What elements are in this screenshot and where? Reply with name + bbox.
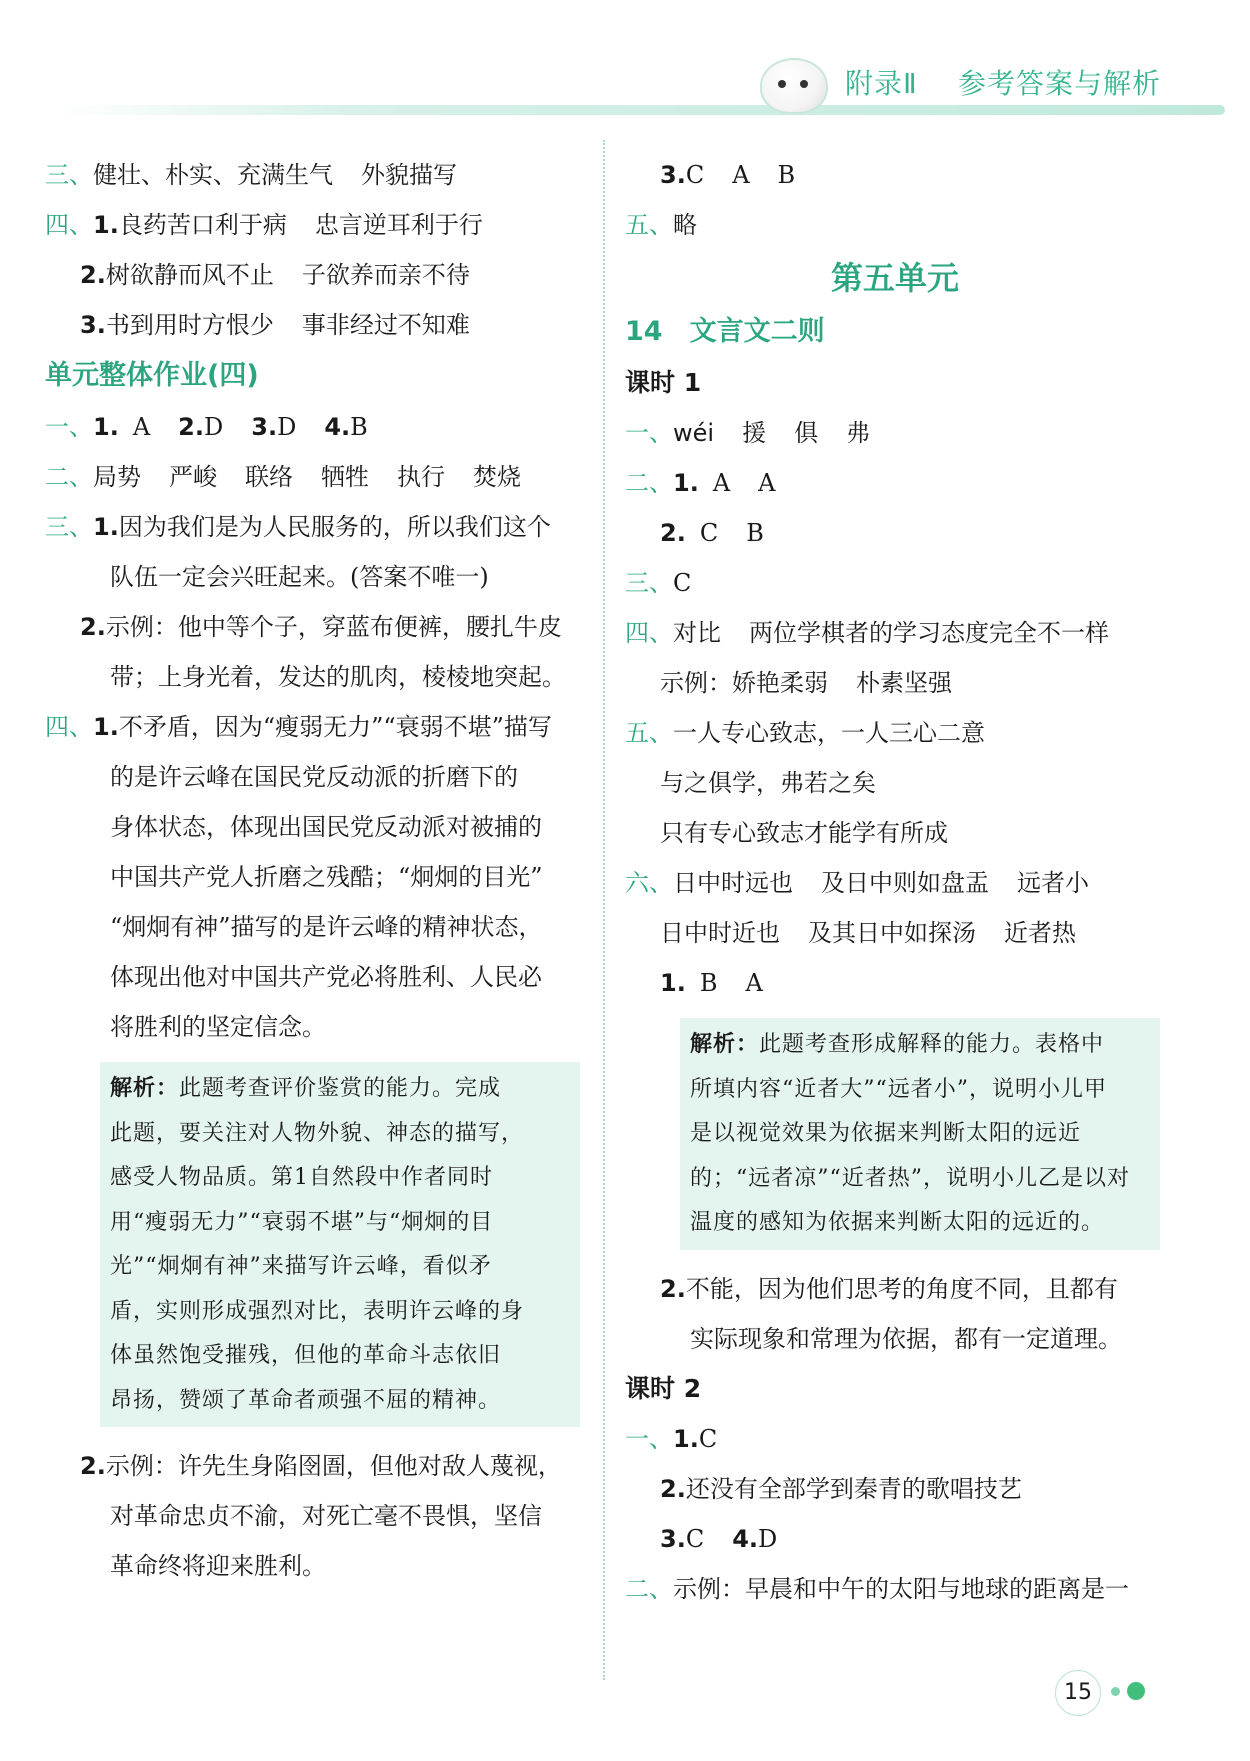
header-band [55,105,1225,115]
answer-text: 革命终将迎来胜利。 [110,1552,326,1580]
item-number: 1. [660,969,686,997]
answer-text: 略 [673,211,697,239]
analysis-line: 光”“炯炯有神”来描写许云峰，看似矛 [110,1254,492,1279]
answer-line [45,1441,580,1491]
answer-line [45,1541,580,1591]
analysis-line: 用“瘦弱无力”“衰弱不堪”与“炯炯的目 [110,1209,494,1235]
answer-text: 队伍一定会兴旺起来。(答案不唯一) [110,563,489,591]
analysis-box [680,1018,1160,1250]
answer-text: 体现出他对中国共产党必将胜利、人民必 [110,963,542,991]
answer-line [625,1464,1165,1514]
answer-text: 近者热 [1004,919,1076,947]
answer-text: 还没有全部学到秦青的歌唱技艺 [685,1474,1022,1503]
answer-line [45,952,580,1002]
left-column [45,150,580,1591]
answer-text: A [732,161,750,189]
answer-text: 牺牲 [321,463,369,491]
answer-line [45,1491,580,1541]
answer-text: 子欲养而亲不待 [301,261,470,289]
item-number: 2. [178,413,204,441]
answer-text: B [350,413,368,441]
section-mark: 五、 [625,211,673,239]
answer-line [625,408,1165,458]
answer-text: 焚烧 [473,463,521,491]
answer-line [625,1314,1165,1364]
answer-text: C [685,161,705,189]
unit-title: 第五单元 [830,259,959,297]
analysis-line: 的；“远者凉”“近者热”，说明小儿乙是以对 [690,1165,1130,1191]
answer-text: 日中时远也 [673,869,793,897]
answer-text: 只有专心致志才能学有所成 [660,819,948,847]
answer-text: 忠言逆耳利于行 [314,211,483,239]
item-number: 2. [660,1474,686,1503]
analysis-label: 解析： [690,1031,760,1057]
analysis-line: 是以视觉效果为依据来判断太阳的远近 [690,1121,1082,1146]
analysis-line [110,1066,570,1112]
answer-text: 对革命忠贞不渝，对死亡毫不畏惧，坚信 [110,1502,542,1530]
answer-line [625,758,1165,808]
answer-text: 示例：早晨和中午的太阳与地球的距离是一 [673,1574,1129,1603]
answer-line [625,1514,1165,1564]
answer-line [45,802,580,852]
answer-line [45,552,580,602]
answer-text: 中国共产党人折磨之残酷；“炯炯的目光” [110,863,543,891]
answer-line [625,608,1165,658]
answer-text: 树欲静而风不止 [105,261,274,289]
answer-line [45,200,580,250]
answer-text: 带；上身光着，发达的肌肉，棱棱地突起。 [110,663,566,691]
section-mark: 四、 [625,619,673,647]
answer-line [45,652,580,702]
answer-line [45,902,580,952]
answer-text: 援 [742,419,767,447]
item-number: 2. [660,519,686,547]
answer-text: 对比 [673,619,721,647]
answer-line [45,852,580,902]
answer-text: 外貌描写 [361,161,457,189]
answer-text: C [685,1524,705,1553]
analysis-line: 体虽然饱受摧残，但他的革命斗志依旧 [110,1343,502,1368]
answer-text: 俱 [794,419,819,447]
analysis-line: 昂扬，赞颂了革命者顽强不屈的精神。 [110,1387,502,1413]
item-number: 1. [93,513,119,541]
answer-text: 良药苦口利于病 [118,211,287,239]
answer-line [625,1414,1165,1464]
answer-text: 弗 [846,419,871,447]
answer-text: 身体状态，体现出国民党反动派对被捕的 [110,813,542,841]
answer-text: B [777,161,796,189]
answer-text: D [204,413,224,441]
section-mark: 三、 [45,161,93,189]
page-header [0,0,1250,130]
answer-text: 不能，因为他们思考的角度不同，且都有 [685,1274,1118,1303]
answer-line [625,558,1165,608]
item-number: 2. [660,1274,686,1303]
analysis-line: 感受人物品质。第1自然段中作者同时 [110,1165,493,1190]
item-number: 2. [80,613,106,641]
section-mark: 五、 [625,719,673,747]
analysis-text: 此题考查评价鉴赏的能力。完成 [179,1076,502,1101]
answer-text: C [673,569,692,597]
answer-text: 书到用时方恨少 [105,311,274,339]
answer-text: 将胜利的坚定信念。 [110,1013,326,1041]
item-number: 3. [80,311,106,339]
answer-text: 及日中则如盘盂 [821,869,989,897]
section-mark: 一、 [625,1424,673,1453]
lesson-title: 14 文言文二则 [625,316,825,347]
appendix-label: 附录Ⅱ [845,67,918,100]
answer-text: 健壮、朴实、充满生气 [93,161,333,189]
answer-line [45,752,580,802]
answer-text: 联络 [245,463,293,491]
analysis-text: 此题考查形成解释的能力。表格中 [759,1032,1105,1057]
answer-text: A [712,469,731,497]
answer-line [45,702,580,752]
section-mark: 三、 [45,513,93,541]
item-number: 1. [673,1424,699,1453]
answer-text: 局势 [93,463,141,491]
answer-text: D [277,413,297,441]
section-mark: 四、 [45,713,93,741]
section-mark: 二、 [625,1574,673,1603]
column-divider [603,140,605,1680]
answer-line [625,1564,1165,1614]
answer-text: 朴素坚强 [856,669,952,697]
analysis-box [100,1062,580,1427]
answer-text: “炯炯有神”描写的是许云峰的精神状态， [110,913,543,941]
answer-line [625,150,1165,200]
item-number: 3. [660,161,686,189]
answer-text: 因为我们是为人民服务的，所以我们这个 [118,513,551,541]
answer-text: 日中时近也 [660,919,780,947]
answer-text: A [758,469,776,497]
item-number: 1. [93,413,119,441]
analysis-line [690,1022,1150,1068]
answer-text: B [746,519,764,547]
answer-text: D [758,1524,778,1553]
item-number: 2. [80,1452,106,1480]
item-number: 1. [93,211,119,239]
answer-text: 严峻 [169,463,217,491]
answer-line [45,1002,580,1052]
answer-line [625,458,1165,508]
answer-text: 执行 [397,463,445,491]
period-heading: 课时 2 [625,1373,702,1403]
analysis-label: 解析： [110,1075,180,1101]
answer-line [625,508,1165,558]
answer-text: B [699,969,718,997]
section-mark: 一、 [625,419,673,447]
answer-text: 一人专心致志，一人三心二意 [673,719,985,747]
section-mark: 一、 [45,413,93,441]
answer-text: 不矛盾，因为“瘦弱无力”“衰弱不堪”描写 [118,713,552,741]
analysis-line: 此题，要关注对人物外貌、神态的描写， [110,1120,525,1146]
item-number: 1. [93,713,119,741]
section-mark: 三、 [625,569,673,597]
answer-line [45,300,580,350]
period-heading: 课时 1 [625,368,702,397]
mascot-icon [760,58,828,114]
answer-line [625,1264,1165,1314]
section-mark: 四、 [45,211,93,239]
section-mark: 六、 [625,869,673,897]
header-subtitle: 参考答案与解析 [958,67,1162,100]
answer-text: 示例：许先生身陷囹圄，但他对敌人蔑视， [105,1452,562,1480]
answer-text: A [745,969,763,997]
answer-text: C [698,1424,718,1453]
analysis-line: 温度的感知为依据来判断太阳的远近的。 [690,1210,1105,1235]
item-number: 3. [660,1524,686,1553]
answer-text: 与之俱学，弗若之矣 [660,769,876,797]
answer-line [625,200,1165,250]
answer-text: 实际现象和常理为依据，都有一定道理。 [690,1324,1122,1353]
item-number: 3. [251,413,278,441]
answer-text: 事非经过不知难 [301,311,470,339]
item-number: 2. [80,261,106,289]
answer-text: C [699,519,719,547]
answer-line [45,250,580,300]
answer-text: 示例：娇艳柔弱 [660,669,828,697]
answer-line [625,658,1165,708]
answer-text: 远者小 [1017,869,1089,897]
analysis-line: 盾，实则形成强烈对比，表明许云峰的身 [110,1298,525,1324]
answer-text: wéi [673,419,715,447]
analysis-line: 所填内容“近者大”“远者小”，说明小儿甲 [690,1076,1107,1102]
item-number: 4. [324,413,351,441]
dot-icon [1127,1682,1145,1700]
dot-icon [1111,1687,1120,1696]
answer-line [625,858,1165,908]
answer-text: 的是许云峰在国民党反动派的折磨下的 [110,763,518,791]
section-mark: 二、 [625,469,673,497]
answer-line [45,150,580,200]
answer-line [625,708,1165,758]
answer-line [45,402,580,452]
right-column [625,150,1165,1614]
answer-text: 示例：他中等个子，穿蓝布便裤，腰扎牛皮 [105,613,562,641]
answer-line [625,808,1165,858]
item-number: 4. [732,1524,759,1553]
answer-line [625,908,1165,958]
section-mark: 二、 [45,463,93,491]
section-title: 单元整体作业(四) [45,360,259,391]
answer-line [45,602,580,652]
answer-line [45,502,580,552]
item-number: 1. [673,469,699,497]
answer-text: A [132,413,151,441]
answer-text: 及其日中如探汤 [808,919,976,947]
answer-text: 两位学棋者的学习态度完全不一样 [749,619,1109,647]
page-number: 15 [1055,1670,1101,1716]
answer-line [45,452,580,502]
answer-line [625,958,1165,1008]
